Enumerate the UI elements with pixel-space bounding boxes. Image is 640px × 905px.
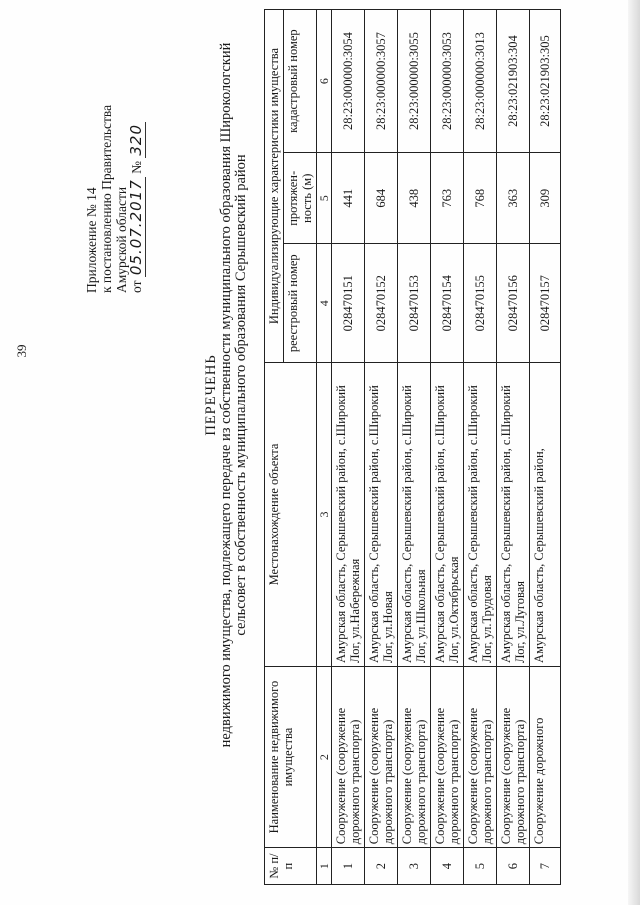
row-registry: 028470152 xyxy=(365,244,398,363)
row-cadastral: 28:23:000000:3054 xyxy=(332,10,365,153)
row-location: Амурская область, Серышевский район, с.Широкий Лог, ул.Новая xyxy=(365,363,398,667)
table-row xyxy=(530,10,561,885)
row-location: Амурская область, Серышевский район, с.Широкий Лог, ул.Октябрьская xyxy=(431,363,464,667)
row-registry: 028470155 xyxy=(464,244,497,363)
row-name: Сооружение (сооружение дорожного транспорта) xyxy=(431,666,464,847)
table-row xyxy=(497,10,530,885)
appendix-line-3: Амурской области xyxy=(114,186,129,293)
row-cadastral: 28:23:000000:3013 xyxy=(464,10,497,153)
row-num: 6 xyxy=(497,848,530,885)
row-length: 309 xyxy=(530,153,561,244)
row-location: Амурская область, Серышевский район, с.Широкий Лог, ул.Трудовая xyxy=(464,363,497,667)
row-num: 4 xyxy=(431,848,464,885)
appendix-line-1: Приложение № 14 xyxy=(84,187,99,293)
row-registry: 028470154 xyxy=(431,244,464,363)
column-numbers-row xyxy=(317,10,332,885)
property-table xyxy=(264,9,561,885)
header-characteristics: Индивидуализирующие характеристики имущества xyxy=(265,10,284,363)
col-number: 4 xyxy=(317,244,332,363)
row-registry: 028470153 xyxy=(398,244,431,363)
title-line-2: сельсовет в собственность муниципального образования Серышевский район xyxy=(233,154,249,636)
row-length: 438 xyxy=(398,153,431,244)
col-number: 1 xyxy=(317,848,332,885)
row-num: 3 xyxy=(398,848,431,885)
row-name: Сооружение (сооружение дорожного транспорта) xyxy=(497,666,530,847)
row-registry: 028470151 xyxy=(332,244,365,363)
handwritten-date: 05.07.2017 xyxy=(127,179,145,276)
row-num: 7 xyxy=(530,848,561,885)
row-registry: 028470156 xyxy=(497,244,530,363)
table-row xyxy=(365,10,398,885)
row-cadastral: 28:23:021903:304 xyxy=(497,10,530,153)
header-row xyxy=(265,10,284,885)
row-cadastral: 28:23:000000:3057 xyxy=(365,10,398,153)
row-name: Сооружение (сооружение дорожного транспорта) xyxy=(398,666,431,847)
from-label: от xyxy=(129,280,144,293)
row-location: Амурская область, Серышевский район, с.Широкий Лог, ул.Школьная xyxy=(398,363,431,667)
appendix-date-line xyxy=(129,33,144,293)
row-location: Амурская область, Серышевский район, с.Широкий Лог, ул.Луговая xyxy=(497,363,530,667)
row-name: Сооружение (сооружение дорожного транспорта) xyxy=(464,666,497,847)
row-name: Сооружение дорожного xyxy=(530,666,561,847)
header-cadastral: кадастровый номер xyxy=(284,10,317,153)
row-cadastral: 28:23:021903:305 xyxy=(530,10,561,153)
row-cadastral: 28:23:000000:3053 xyxy=(431,10,464,153)
number-label: № xyxy=(129,160,144,174)
row-registry: 028470157 xyxy=(530,244,561,363)
document-title xyxy=(204,5,249,785)
row-cadastral: 28:23:000000:3055 xyxy=(398,10,431,153)
row-length: 763 xyxy=(431,153,464,244)
page-number: 39 xyxy=(14,344,29,358)
header-num: № п/п xyxy=(265,848,317,885)
col-number: 3 xyxy=(317,363,332,667)
table-row xyxy=(332,10,365,885)
handwritten-number: 320 xyxy=(127,123,145,156)
title-line-1: недвижимого имущества, подлежащего передаче из собственности муниципального образования Широкологский xyxy=(218,42,234,748)
col-number: 2 xyxy=(317,666,332,847)
row-location: Амурская область, Серышевский район, с.Широкий Лог, ул.Набережная xyxy=(332,363,365,667)
row-length: 768 xyxy=(464,153,497,244)
appendix-block xyxy=(84,33,144,293)
col-number: 5 xyxy=(317,153,332,244)
title-heading: ПЕРЕЧЕНЬ xyxy=(203,354,219,436)
row-num: 5 xyxy=(464,848,497,885)
table-row xyxy=(431,10,464,885)
header-length: протяжен-ность (м) xyxy=(284,153,317,244)
row-name: Сооружение (сооружение дорожного транспорта) xyxy=(365,666,398,847)
row-num: 1 xyxy=(332,848,365,885)
table-row xyxy=(398,10,431,885)
header-location: Местонахождение объекта xyxy=(265,363,317,667)
col-number: 6 xyxy=(317,10,332,153)
header-name: Наименование недвижимого имущества xyxy=(265,666,317,847)
table-row xyxy=(464,10,497,885)
header-registry: реестровый номер xyxy=(284,244,317,363)
row-length: 441 xyxy=(332,153,365,244)
appendix-line-2: к постановлению Правительства xyxy=(99,104,114,293)
row-name: Сооружение (сооружение дорожного транспорта) xyxy=(332,666,365,847)
row-length: 363 xyxy=(497,153,530,244)
row-length: 684 xyxy=(365,153,398,244)
row-num: 2 xyxy=(365,848,398,885)
row-location: Амурская область, Серышевский район, xyxy=(530,363,561,667)
